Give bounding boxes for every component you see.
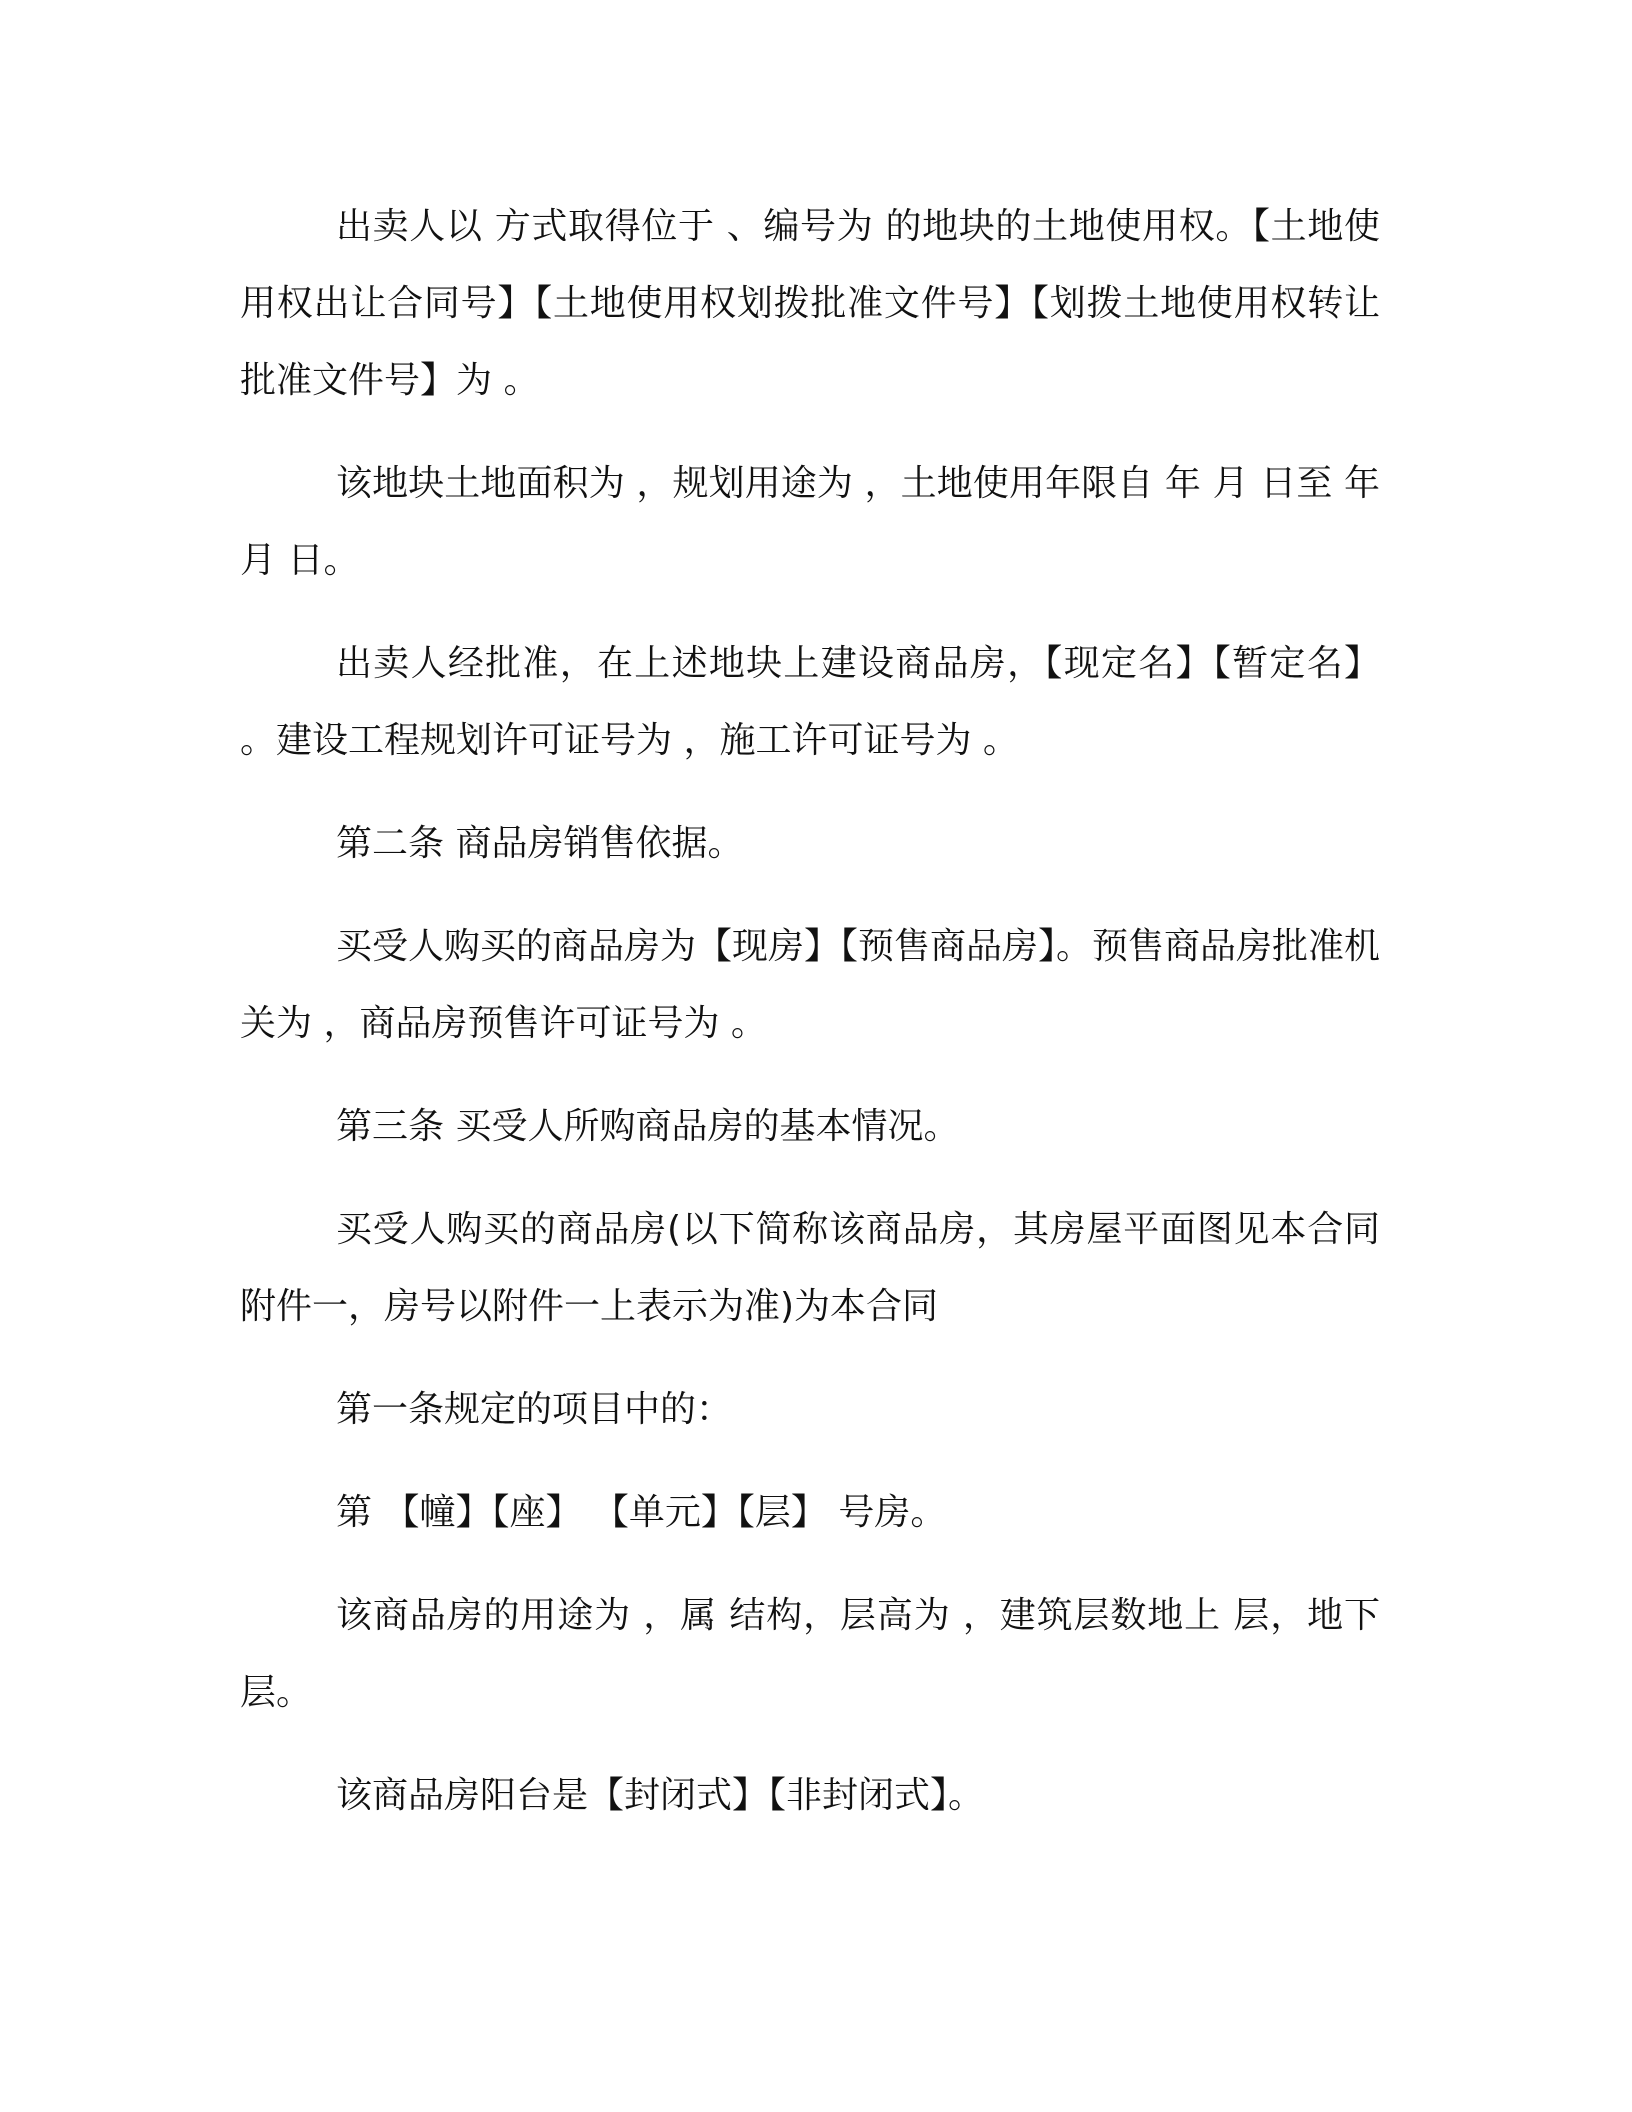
paragraph-presale: 买受人购买的商品房为【现房】【预售商品房】。预售商品房批准机关为 ，商品房预售许可证号为 。	[240, 926, 1381, 1044]
paragraph-construction-permit: 出卖人经批准，在上述地块上建设商品房，【现定名】【暂定名】 。建设工程规划许可证号为 ，施工许可证号为 。	[240, 643, 1392, 761]
article-3-heading: 第三条 买受人所购商品房的基本情况。	[336, 1106, 960, 1147]
paragraph-property-description: 买受人购买的商品房(以下简称该商品房，其房屋平面图见本合同附件一，房号以附件一上表示为准)为本合同	[240, 1209, 1380, 1327]
paragraph-usage-structure: 该商品房的用途为 ，属 结构，层高为 ，建筑层数地上 层，地下 层。	[240, 1595, 1392, 1713]
paragraph-land-use-right: 出卖人以 方式取得位于 、编号为 的地块的土地使用权。【土地使用权出让合同号】【土地使用权划拨批准文件号】【划拨土地使用权转让批准文件号】为 。	[240, 206, 1380, 401]
paragraph-room-number: 第 【幢】【座】 【单元】【层】 号房。	[336, 1492, 947, 1533]
paragraph-balcony: 该商品房阳台是【封闭式】【非封闭式】。	[336, 1775, 985, 1816]
paragraph-article-1-reference: 第一条规定的项目中的：	[336, 1389, 733, 1430]
article-2-heading: 第二条 商品房销售依据。	[336, 823, 744, 864]
paragraph-land-area: 该地块土地面积为 ，规划用途为 ，土地使用年限自 年 月 日至 年 月 日。	[240, 463, 1392, 581]
document-body	[240, 188, 1392, 1860]
